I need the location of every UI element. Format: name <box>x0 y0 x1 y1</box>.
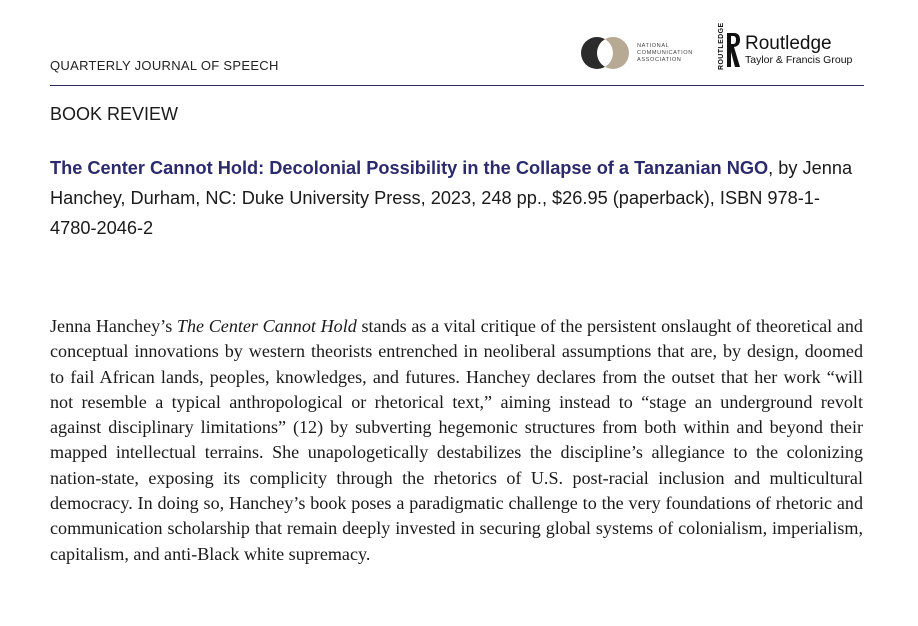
nca-logo <box>580 36 693 70</box>
review-paragraph: Jenna Hanchey’s The Center Cannot Hold stands as a vital critique of the persistent onslaught of theoretical and conceptual innovations by western theorists entrenched in neoliberal assumptions that are, by design, doomed to fail African lands, peoples, knowledges, and futures. Hanchey declares from the outset that her work “will not resemble a typical anthropological or rhetorical text,” aiming instead to “stage an underground revolt against disciplinary limitations” (12) by subverting hegemonic structures from both within and beyond their mapped intellectual terrains. She unapologetically destabilizes the discipline’s allegiance to the colonizing nation-state, exposing its complicity through the rhetorics of U.S. post-racial inclusion and multicultural democracy. In doing so, Hanchey’s book poses a paradigmatic challenge to the very foundations of rhetoric and communication scholarship that remain deeply invested in securing global systems of colonialism, imperialism, capitalism, and anti-Black white supremacy. <box>50 316 863 564</box>
routledge-r-icon <box>725 31 741 69</box>
book-citation <box>50 153 862 243</box>
book-title: The Center Cannot Hold: Decolonial Possibility in the Collapse of a Tanzanian NGO <box>50 158 769 178</box>
publisher-name: Routledge <box>745 32 832 54</box>
italic-book-title: The Center Cannot Hold <box>176 316 357 336</box>
header-rule <box>50 85 864 86</box>
routledge-vertical-wordmark: ROUTLEDGE <box>718 22 725 70</box>
journal-name: QUARTERLY JOURNAL OF SPEECH <box>50 58 279 73</box>
citation-details: , by Jenna Hanchey, Durham, NC: Duke University Press, 2023, 248 pp., $26.95 (paperback), ISBN 978-1-4780-2046-2 <box>50 158 853 238</box>
publisher-group: Taylor & Francis Group <box>745 53 853 66</box>
section-label: BOOK REVIEW <box>50 104 179 124</box>
nca-logo-text: NATIONAL COMMUNICATION ASSOCIATION <box>637 42 693 63</box>
nca-circles-icon <box>580 36 630 70</box>
routledge-logo <box>718 22 853 70</box>
